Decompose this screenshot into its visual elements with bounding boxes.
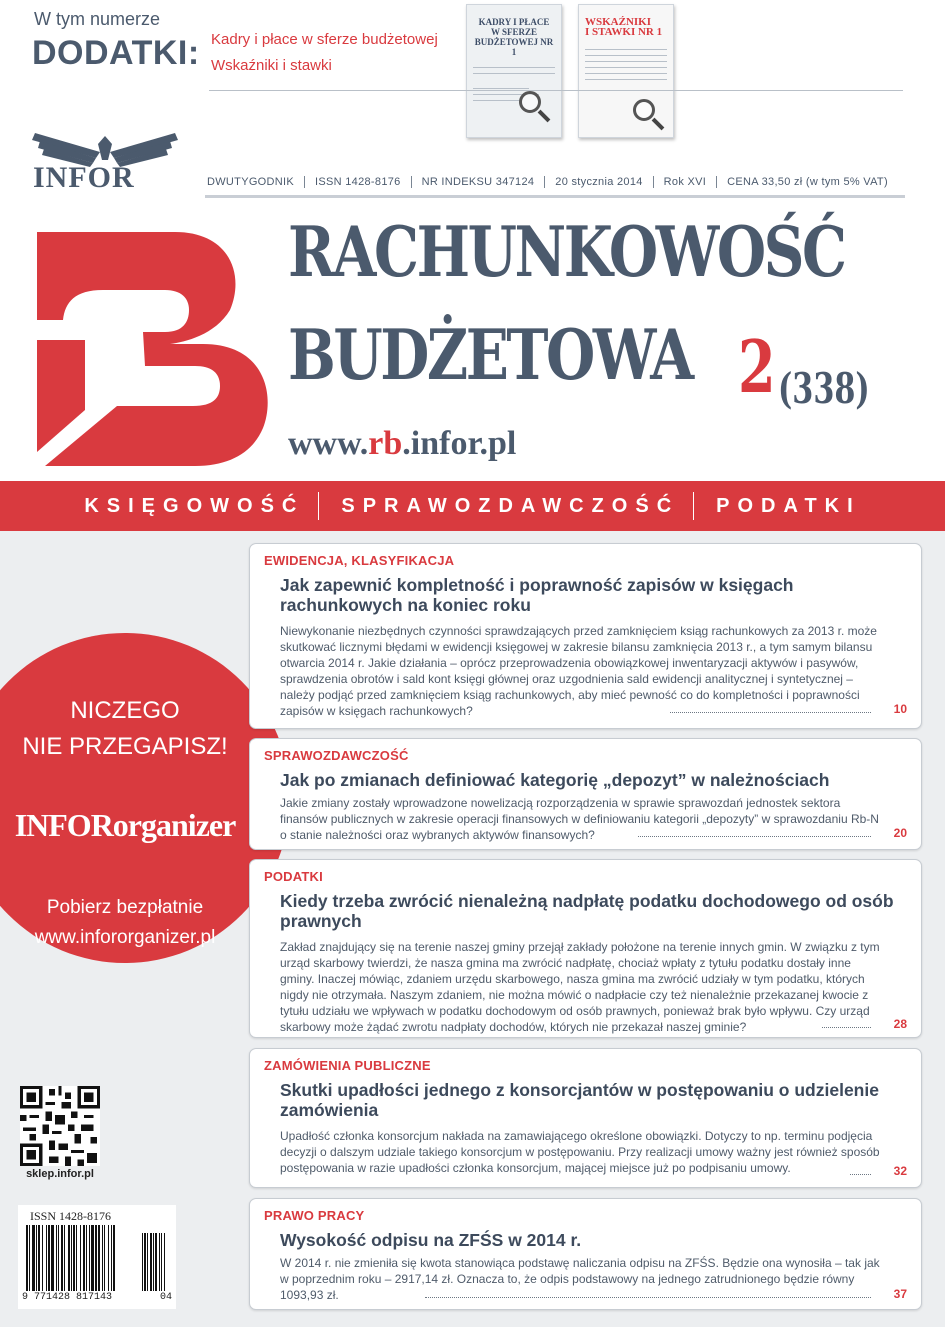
article-category: EWIDENCJA, KLASYFIKACJA: [264, 553, 455, 568]
divider: [205, 195, 905, 198]
magnifier-icon: [519, 91, 541, 113]
article-category: ZAMÓWIENIA PUBLICZNE: [264, 1058, 431, 1073]
article-card[interactable]: [249, 1048, 922, 1188]
promo-url-link[interactable]: www.infororganizer.pl: [34, 927, 216, 948]
leader-dots: [670, 712, 871, 713]
promo-download-text: Pobierz bezpłatnie: [46, 897, 204, 918]
article-card[interactable]: [249, 543, 922, 729]
supplement-thumbnail-kadry[interactable]: [466, 4, 562, 138]
article-page-number: 37: [893, 1287, 907, 1301]
promo-headline-1: NICZEGO: [70, 697, 180, 724]
rb-logo-icon: [25, 220, 287, 472]
issue-total-number: (338): [778, 364, 870, 413]
issue-info-line: [205, 173, 905, 191]
topic-ksiegowosc: KSIĘGOWOŚĆ: [84, 494, 305, 517]
article-headline[interactable]: Jak po zmianach definiować kategorię „depozyt” w należnościach: [280, 770, 830, 790]
magazine-title-line1: RACHUNKOWOŚĆ: [288, 212, 845, 293]
article-headline[interactable]: Jak zapewnić kompletność i poprawność zapisów w księgach rachunkowych na koniec roku: [280, 575, 794, 615]
leader-dots: [638, 836, 871, 837]
qr-caption: sklep.infor.pl: [26, 1168, 94, 1180]
supplement-thumbnail-wskazniki[interactable]: [578, 4, 674, 138]
promo-headline-2: NIE PRZEGAPISZ!: [22, 733, 228, 760]
magnifier-icon: [633, 99, 655, 121]
article-category: SPRAWOZDAWCZOŚĆ: [264, 748, 409, 763]
leader-dots: [822, 1027, 871, 1028]
promo-brand: INFORorganizer: [14, 807, 236, 843]
website-link[interactable]: www.rb.infor.pl: [288, 425, 517, 462]
supplements-label: DODATKI:: [32, 34, 200, 72]
supplements-intro: W tym numerze: [34, 9, 161, 29]
info-price: CENA 33,50 zł (w tym 5% VAT): [716, 176, 898, 188]
supplement-link-kadry[interactable]: Kadry i płace w sferze budżetowej: [211, 31, 438, 48]
article-page-number: 10: [893, 702, 907, 716]
thumbnail-title: KADRY I PŁACE W SFERZE BUDŻETOWEJ NR 1: [474, 17, 554, 57]
info-index: NR INDEKSU 347124: [411, 176, 545, 188]
article-lead: Upadłość członka konsorcjum nakłada na zamawiającego określone obowiązki. Dotyczy to np. terminu podjęcia decyzji o dalszym udziale takiego konsorcjum w postępowaniu. Przy realizacji umowy ważny jest również sposób postępowania w razie upadłości członka konsorcjum, mającej miejsce już po podpisaniu umowy.: [280, 1129, 880, 1175]
leader-dots: [850, 1174, 871, 1175]
article-headline[interactable]: Wysokość odpisu na ZFŚS w 2014 r.: [280, 1230, 582, 1250]
article-lead: Niewykonanie niezbędnych czynności sprawdzających przed zamknięciem ksiąg rachunkowych za 2013 r. może skutkować licznymi błędami w ewidencji księgowej w zakresie bilansu zamknięcia 2013 r., a tym samym bilansu otwarcia 2014 r. Jakie działania – oprócz przeprowadzenia obowiązkowej inwentaryzacji aktywów i pasywów, sprawdzenia obrotów i sald kont księgi głównej oraz uzgodnienia sald ewidencji analitycznej i syntetycznej – należy podjąć przed zamknięciem ksiąg rachunkowych, aby mieć pewność co do kompletności i poprawności zapisów w księgach rachunkowych?: [280, 624, 877, 718]
article-category: PODATKI: [264, 869, 323, 884]
info-date: 20 stycznia 2014: [544, 176, 652, 188]
article-category: PRAWO PRACY: [264, 1208, 365, 1223]
barcode-number: 9 771428 817143: [22, 1292, 113, 1303]
article-headline[interactable]: Skutki upadłości jednego z konsorcjantów w postępowaniu o udzielenie zamówienia: [280, 1080, 879, 1120]
info-issn: ISSN 1428-8176: [304, 176, 411, 188]
article-headline[interactable]: Kiedy trzeba zwrócić nienależną nadpłatę podatku dochodowego od osób prawnych: [280, 891, 894, 931]
barcode-addon: 04: [159, 1292, 172, 1303]
issue-number: 2: [738, 324, 776, 409]
article-card[interactable]: [249, 859, 922, 1038]
topic-podatki: PODATKI: [716, 494, 861, 517]
article-card[interactable]: [249, 738, 922, 850]
leader-dots: [425, 1297, 871, 1298]
supplement-link-wskazniki[interactable]: Wskaźniki i stawki: [211, 57, 332, 74]
info-year: Rok XVI: [653, 176, 716, 188]
article-page-number: 32: [893, 1164, 907, 1178]
publisher-logo-text: INFOR: [33, 161, 135, 194]
divider: [318, 492, 319, 520]
article-lead: Jakie zmiany zostały wprowadzone nowelizacją rozporządzenia w sprawie sprawozdań jednostek sektora finansów publicznych w zakresie operacji finansowych w definiowaniu kategorii „depozyty” w sprawozdaniu Rb-N o stanie należności oraz wybranych aktywów finansowych?: [280, 796, 879, 842]
article-lead: W 2014 r. nie zmieniła się kwota stanowiąca podstawę naliczania odpisu na ZFŚS. Będzie ona wynosiła – tak jak w poprzednim roku – 2917,14 zł. Oznacza to, że odpis podstawowy na jednego zatrudnionego będzie równy 1093,93 zł.: [280, 1256, 880, 1302]
info-frequency: DWUTYGODNIK: [207, 176, 295, 188]
article-page-number: 20: [893, 826, 907, 840]
article-page-number: 28: [893, 1017, 907, 1031]
topics-band: [0, 481, 945, 531]
topic-sprawozdawczosc: SPRAWOZDAWCZOŚĆ: [341, 494, 680, 517]
divider: [693, 492, 694, 520]
barcode-icon: [24, 1225, 170, 1291]
article-lead: Zakład znajdujący się na terenie naszej gminy przejął zakłady położone na terenie innych gmin. W związku z tym urząd skarbowy twierdzi, że nasza gmina ma zwrócić nadpłatę, chociaż wpłaty z tytułu podatku dostały inne gminy. Inaczej mówiąc, zdaniem urzędu skarbowego, nasza gmina ma zwrócić udziały w tym podatku, których nigdy nie otrzymała. Naszym zdaniem, nie można mówić o nadpłacie czy też nienależnie przekazanej kwocie z tytułu udziału we wpływach w podatku dochodowym od osób prawnych, ponieważ brak było wpływu. Czy urząd skarbowy może żądać zwrotu nadpłaty dochodów, których nie przekazał naszej gminie?: [280, 940, 880, 1034]
barcode-issn: ISSN 1428-8176: [30, 1209, 112, 1223]
magazine-title-line2: BUDŻETOWA: [288, 315, 692, 396]
qr-code-icon[interactable]: [20, 1086, 100, 1166]
article-card[interactable]: [249, 1198, 922, 1310]
barcode-block: [18, 1205, 176, 1309]
divider: [209, 90, 903, 91]
thumbnail-title: WSKAŹNIKI I STAWKI NR 1: [585, 16, 663, 38]
